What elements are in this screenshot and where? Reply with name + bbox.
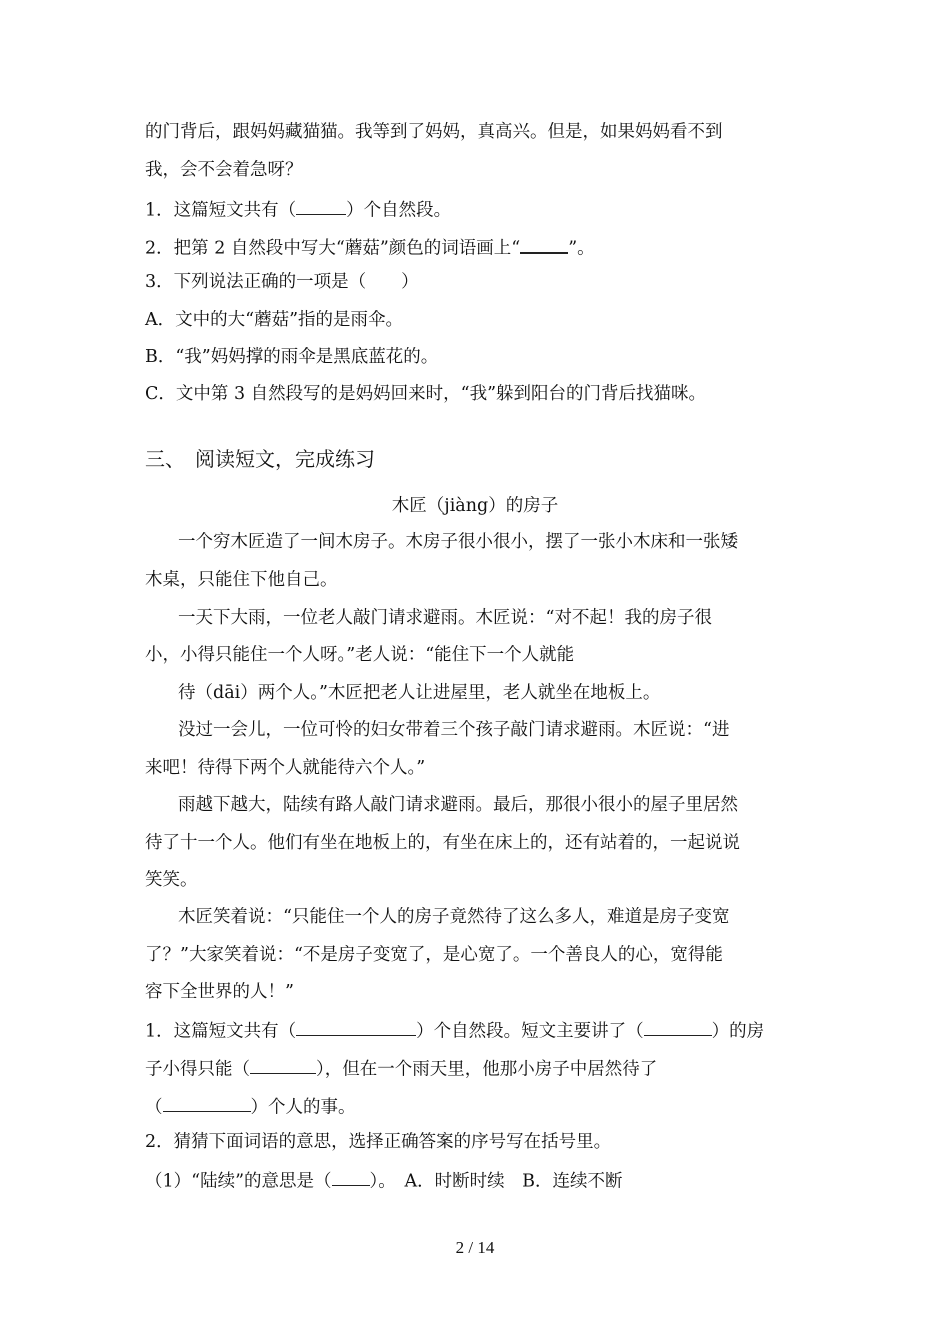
- passage-line: 容下全世界的人！”: [145, 982, 294, 1002]
- passage-line: 雨越下越大，陆续有路人敲门请求避雨。最后，那很小很小的屋子里居然: [178, 795, 738, 815]
- passage-line: 待（dāi）两个人。”木匠把老人让进屋里，老人就坐在地板上。: [178, 683, 661, 703]
- section-heading: 三、 阅读短文，完成练习: [145, 447, 375, 471]
- question-text: ”。: [568, 238, 595, 259]
- question-text: 1．这篇短文共有（: [145, 200, 297, 221]
- passage-line: 待了十一个人。他们有坐在地板上的，有坐在床上的，还有站着的，一起说说: [145, 833, 740, 853]
- answer-blank[interactable]: [250, 1055, 316, 1074]
- answer-blank[interactable]: [296, 196, 346, 215]
- question-text: 2．把第 2 自然段中写大“蘑菇”颜色的词语画上“: [145, 238, 521, 259]
- passage-line: 木桌，只能住下他自己。: [145, 570, 338, 590]
- question-text: ）个人的事。: [250, 1097, 356, 1118]
- answer-blank[interactable]: [644, 1017, 712, 1036]
- answer-blank[interactable]: [163, 1093, 251, 1112]
- question-text: 1．这篇短文共有（: [145, 1021, 297, 1042]
- question-1: [145, 1017, 802, 1043]
- option-c: C．文中第 3 自然段写的是妈妈回来时，“我”躲到阳台的门背后找猫咪。: [145, 384, 707, 404]
- option-a: A．文中的大“蘑菇”指的是雨伞。: [145, 310, 404, 330]
- question-text: ），但在一个雨天里，他那小房子中居然待了: [316, 1059, 658, 1080]
- answer-blank[interactable]: [332, 1167, 370, 1186]
- passage-line: 一个穷木匠造了一间木房子。木房子很小很小，摆了一张小木床和一张矮: [178, 532, 738, 552]
- question-text: ）的房: [711, 1021, 765, 1042]
- question-2: [145, 234, 802, 261]
- question-2: 2．猜猜下面词语的意思，选择正确答案的序号写在括号里。: [145, 1132, 612, 1152]
- question-text: ）个自然段。短文主要讲了（: [416, 1021, 644, 1042]
- question-2-1: [145, 1167, 802, 1193]
- passage-line: 来吧！待得下两个人就能待六个人。”: [145, 758, 426, 778]
- passage-line: 的门背后，跟妈妈藏猫猫。我等到了妈妈，真高兴。但是，如果妈妈看不到: [145, 122, 723, 142]
- page-number: 2 / 14: [455, 1238, 495, 1257]
- option-b: B．“我”妈妈撑的雨伞是黑底蓝花的。: [145, 347, 439, 367]
- passage-line: 一天下大雨，一位老人敲门请求避雨。木匠说：“对不起！我的房子很: [178, 608, 712, 628]
- question-1: [145, 196, 802, 222]
- passage-line: 没过一会儿，一位可怜的妇女带着三个孩子敲门请求避雨。木匠说：“进: [178, 720, 730, 740]
- question-text: ）。 A．时断时续 B．连续不断: [369, 1171, 623, 1192]
- answer-blank[interactable]: [296, 1017, 416, 1036]
- passage-title: 木匠（jiàng）的房子: [391, 496, 559, 516]
- question-text: 子小得只能（: [145, 1059, 250, 1080]
- underline-mark: [520, 234, 568, 254]
- passage-line: 了？”大家笑着说：“不是房子变宽了，是心宽了。一个善良人的心，宽得能: [145, 945, 723, 965]
- passage-line: 我，会不会着急呀？: [145, 160, 303, 180]
- question-text: （1）“陆续”的意思是（: [145, 1171, 332, 1192]
- passage-line: 笑笑。: [145, 870, 198, 890]
- question-1-cont: [145, 1093, 802, 1119]
- passage-line: 木匠笑着说：“只能住一个人的房子竟然待了这么多人，难道是房子变宽: [178, 907, 730, 927]
- passage-line: 小，小得只能住一个人呀。”老人说：“能住下一个人就能: [145, 645, 575, 665]
- question-text: ）个自然段。: [346, 200, 452, 221]
- question-text: （: [145, 1097, 163, 1118]
- question-3: 3．下列说法正确的一项是（ ）: [145, 272, 419, 292]
- question-1-cont: [145, 1055, 802, 1081]
